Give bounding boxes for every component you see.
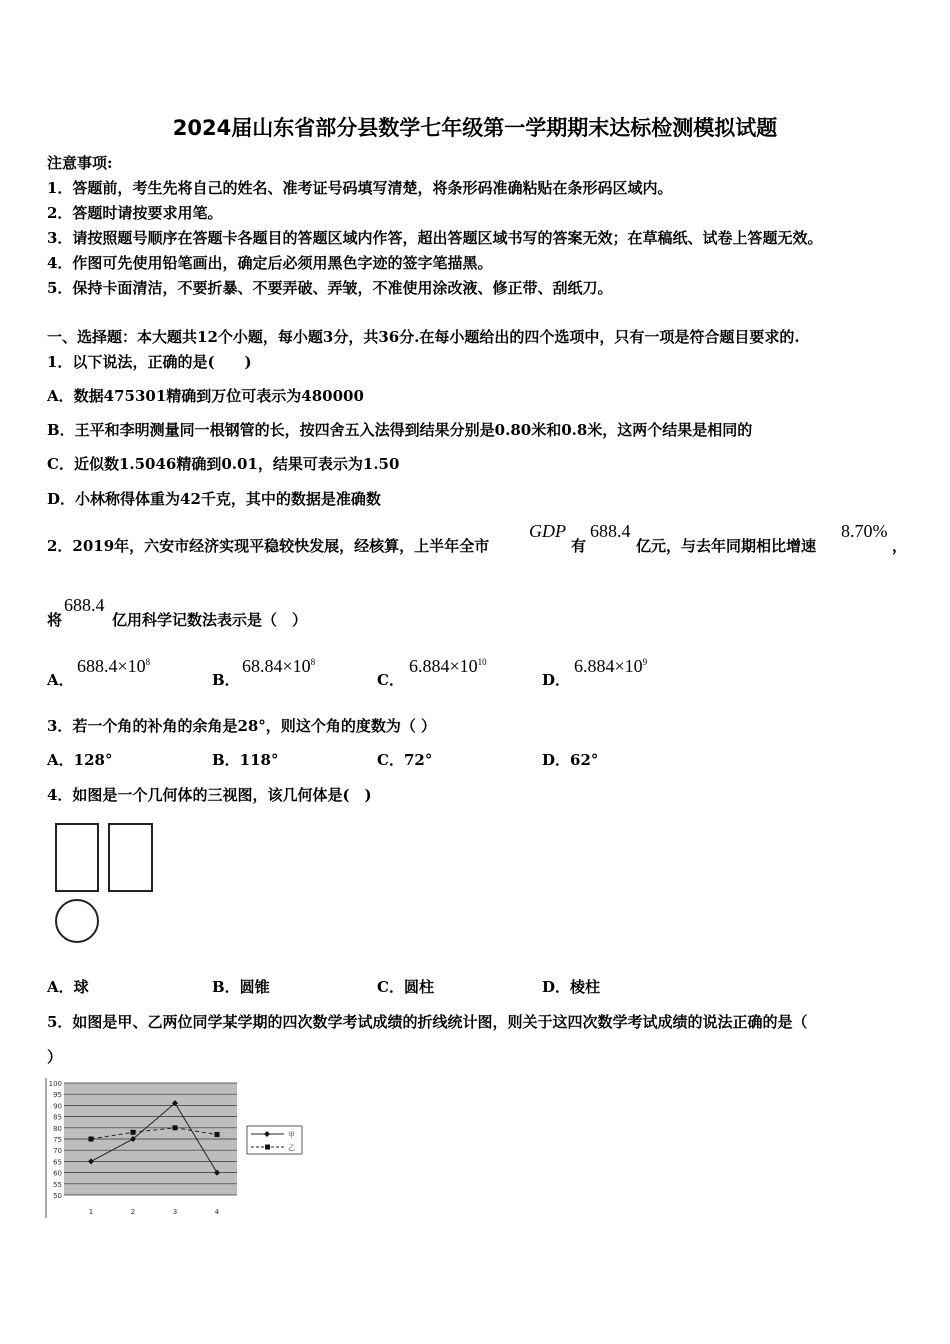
y-tick-label: 100 (48, 1080, 62, 1088)
gdp-value: 688.4 (590, 521, 631, 541)
question-4-stem: 4．如图是一个几何体的三视图，该几何体是( ) (47, 786, 372, 804)
question-2-text-b: 有 (571, 537, 587, 555)
question-3-option-d: D．62° (542, 751, 599, 769)
y-tick-label: 70 (53, 1147, 62, 1156)
question-1-stem: 1．以下说法，正确的是( ) (47, 353, 252, 371)
y-tick-label: 50 (53, 1192, 62, 1200)
notice-heading: 注意事项: (47, 154, 113, 172)
question-2-text-c: 亿元，与去年同期相比增速 (636, 537, 817, 555)
legend-label: 甲 (288, 1131, 295, 1139)
question-1-option-d: D．小林称得体重为42千克，其中的数据是准确数 (47, 490, 381, 508)
question-2-option-d-label: D． (542, 671, 571, 689)
page-title: 2024届山东省部分县数学七年级第一学期期末达标检测模拟试题 (172, 116, 778, 140)
y-tick-label: 95 (53, 1091, 62, 1100)
question-3-option-c: C．72° (377, 751, 433, 769)
data-point-yi (131, 1130, 136, 1135)
y-tick-label: 60 (53, 1169, 62, 1178)
question-2-text-f: 亿用科学记数法表示是（ ） (112, 611, 308, 629)
question-4-option-d: D．棱柱 (542, 978, 601, 996)
question-3-option-b: B．118° (212, 751, 279, 769)
question-3-option-a: A．128° (47, 751, 113, 769)
growth-rate: 8.70% (841, 521, 888, 541)
notice-item: 2．答题时请按要求用笔。 (47, 204, 223, 222)
question-4-option-b: B．圆锥 (212, 978, 270, 996)
question-2-option-a-label: A． (47, 671, 74, 689)
question-2-option-b-label: B． (212, 671, 240, 689)
question-2-text-a: 2．2019年，六安市经济实现平稳较快发展，经核算，上半年全市 (47, 537, 490, 555)
question-1-option-b: B．王平和李明测量同一根钢管的长，按四舍五入法得到结果分别是0.80米和0.8米，这两个结果是相同的 (47, 421, 753, 439)
legend-marker-yi (265, 1145, 270, 1150)
question-2-option-c-label: C． (377, 671, 404, 689)
question-3-stem: 3．若一个角的补角的余角是28°，则这个角的度数为（ ） (47, 717, 437, 735)
y-tick-label: 90 (53, 1102, 62, 1111)
y-tick-label: 75 (53, 1136, 62, 1144)
question-2-option-b-expr: $68.84\times 10^8$ (242, 656, 316, 676)
notice-item: 1．答题前，考生先将自己的姓名、准考证号码填写清楚，将条形码准确粘贴在条形码区域内。 (47, 179, 673, 197)
question-5-stem: 5．如图是甲、乙两位同学某学期的四次数学考试成绩的折线统计图，则关于这四次数学考试成绩的说法正确的是（ (47, 1013, 808, 1031)
question-2-text-e: 将 (47, 611, 63, 629)
score-line-chart (44, 1078, 309, 1223)
question-2-text-d: ， (892, 537, 908, 555)
data-point-yi (89, 1137, 94, 1142)
question-2-option-c-expr: $6.884\times 10^{10}$ (409, 656, 487, 676)
x-tick-label: 1 (88, 1208, 94, 1216)
top-view-circle (55, 899, 99, 943)
question-4-option-c: C．圆柱 (377, 978, 434, 996)
question-4-option-a: A．球 (47, 978, 89, 996)
gdp-symbol: GDP (529, 521, 566, 541)
section-heading: 一、选择题：本大题共12个小题，每小题3分，共36分.在每小题给出的四个选项中，只有一项是符合题目要求的. (47, 328, 800, 346)
y-tick-label: 65 (53, 1158, 62, 1167)
x-tick-label: 2 (130, 1208, 136, 1216)
y-tick-label: 55 (53, 1180, 62, 1189)
notice-item: 5．保持卡面清洁，不要折暴、不要弄破、弄皱，不准使用涂改液、修正带、刮纸刀。 (47, 279, 613, 297)
data-point-yi (173, 1125, 178, 1130)
question-2-option-a-expr: $688.4\times 10^8$ (77, 656, 151, 676)
question-2-option-d-expr: $6.884\times 10^9$ (574, 656, 648, 676)
gdp-value-2: 688.4 (64, 595, 105, 615)
notice-item: 3．请按照题号顺序在答题卡各题目的答题区域内作答，超出答题区域书写的答案无效；在草稿纸、试卷上答题无效。 (47, 229, 823, 247)
question-1-option-a: A．数据475301精确到万位可表示为480000 (47, 387, 364, 405)
front-view-rectangle (55, 823, 99, 892)
legend-label: 乙 (288, 1144, 295, 1152)
y-tick-label: 80 (53, 1124, 62, 1133)
question-1-option-c: C．近似数1.5046精确到0.01，结果可表示为1.50 (47, 455, 400, 473)
question-5-stem-end: ） (47, 1048, 63, 1066)
notice-item: 4．作图可先使用铅笔画出，确定后必须用黑色字迹的签字笔描黑。 (47, 254, 493, 272)
side-view-rectangle (108, 823, 153, 892)
y-tick-label: 85 (53, 1113, 62, 1122)
data-point-yi (215, 1132, 220, 1137)
x-tick-label: 3 (172, 1208, 178, 1216)
x-tick-label: 4 (214, 1208, 220, 1216)
